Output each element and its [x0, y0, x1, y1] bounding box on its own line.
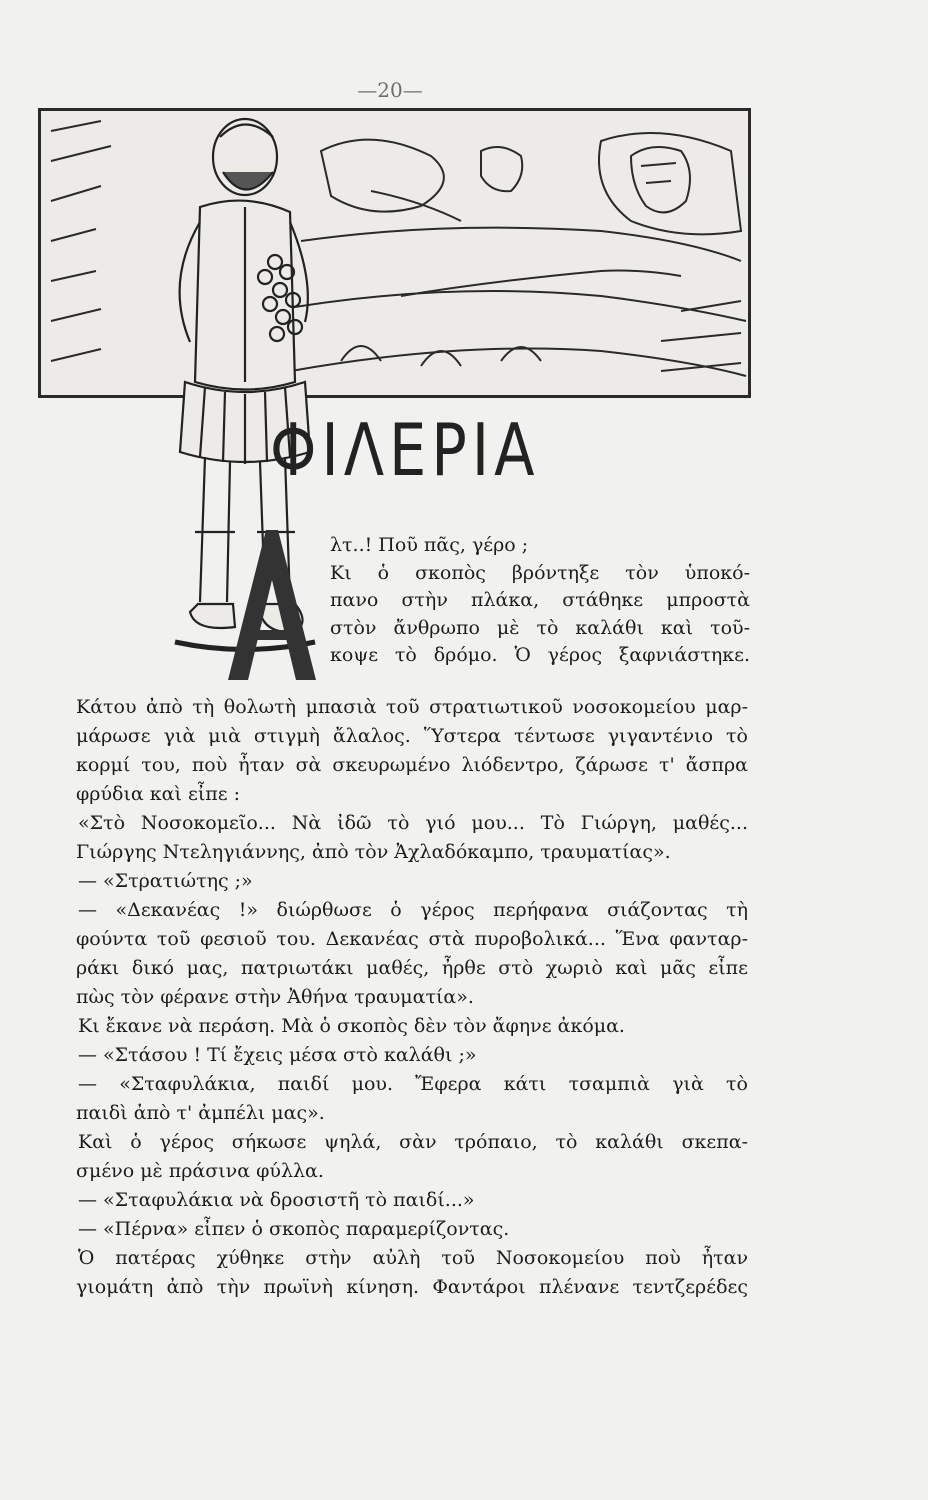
body-line: γιομάτη ἀπὸ τὴν πρωϊνὴ κίνηση. Φαντάροι πλένανε τεντζερέδες	[76, 1276, 748, 1298]
intro-line: στὸν ἄνθρωπο μὲ τὸ καλάθι καὶ τοῦ-	[330, 616, 750, 639]
body-line: — «Στρατιώτης ;»	[78, 870, 253, 892]
body-line: Γιώργης Ντεληγιάννης, ἀπὸ τὸν Ἀχλαδόκαμπο, τραυματίας».	[76, 841, 671, 863]
body-line: — «Πέρνα» εἶπεν ὁ σκοπὸς παραμερίζοντας.	[78, 1218, 510, 1240]
body-line: παιδὶ ἀπὸ τ' ἀμπέλι μας».	[76, 1102, 325, 1124]
chapter-title: ΦΙΛΕΡΙΑ	[270, 408, 540, 492]
intro-paragraph	[330, 532, 750, 670]
body-line: φρύδια καὶ εἶπε :	[76, 783, 241, 805]
body-text	[76, 693, 748, 1302]
body-line: πὼς τὸν φέρανε στὴν Ἀθήνα τραυματία».	[76, 986, 474, 1008]
body-line: «Στὸ Νοσοκομεῖο... Νὰ ἰδῶ τὸ γιό μου... Τὸ Γιώργη, μαθές...	[78, 812, 748, 834]
intro-line: Κι ὁ σκοπὸς βρόντηξε τὸν ὑποκό-	[330, 561, 750, 584]
body-line: Ὁ πατέρας χύθηκε στὴν αὐλὴ τοῦ Νοσοκομείου ποὺ ἦταν	[78, 1247, 748, 1269]
intro-line: λτ..! Ποῦ πᾶς, γέρο ;	[330, 534, 529, 556]
intro-line: κοψε τὸ δρόμο. Ὁ γέρος ξαφνιάστηκε.	[330, 644, 750, 666]
body-line: Κι ἔκανε νὰ περάση. Μὰ ὁ σκοπὸς δὲν τὸν ἄφηνε ἀκόμα.	[78, 1015, 625, 1037]
intro-line: πανο στὴν πλάκα, στάθηκε μπροστὰ	[330, 589, 750, 611]
body-line: φούντα τοῦ φεσιοῦ του. Δεκανέας στὰ πυροβολικά... Ἕνα φανταρ-	[76, 928, 748, 950]
drop-cap	[218, 520, 318, 690]
drop-cap-letter: Α	[218, 520, 219, 521]
body-line: — «Στάσου ! Τί ἔχεις μέσα στὸ καλάθι ;»	[78, 1044, 477, 1066]
body-line: κορμί του, ποὺ ἦταν σὰ σκευρωμένο λιόδεντρο, ζάρωσε τ' ἄσπρα	[76, 754, 748, 776]
body-line: Καὶ ὁ γέρος σήκωσε ψηλά, σὰν τρόπαιο, τὸ καλάθι σκεπα-	[78, 1131, 748, 1153]
body-line: σμένο μὲ πράσινα φύλλα.	[76, 1160, 324, 1182]
body-line: μάρωσε γιὰ μιὰ στιγμὴ ἄλαλος. Ὕστερα τέντωσε γιγαντένιο τὸ	[76, 725, 748, 747]
body-line: — «Δεκανέας !» διώρθωσε ὁ γέρος περήφανα σιάζοντας τὴ	[78, 899, 748, 921]
page-number: —20—	[357, 78, 423, 102]
body-line: Κάτου ἀπὸ τὴ θολωτὴ μπασιὰ τοῦ στρατιωτικοῦ νοσοκομείου μαρ-	[76, 696, 748, 718]
body-line: ράκι δικό μας, πατριωτάκι μαθές, ἦρθε στὸ χωριὸ καὶ μᾶς εἶπε	[76, 957, 748, 979]
body-line: — «Σταφυλάκια νὰ δροσιστῆ τὸ παιδί...»	[78, 1189, 475, 1211]
body-line: — «Σταφυλάκια, παιδί μου. Ἔφερα κάτι τσαμπιὰ γιὰ τὸ	[78, 1073, 748, 1095]
